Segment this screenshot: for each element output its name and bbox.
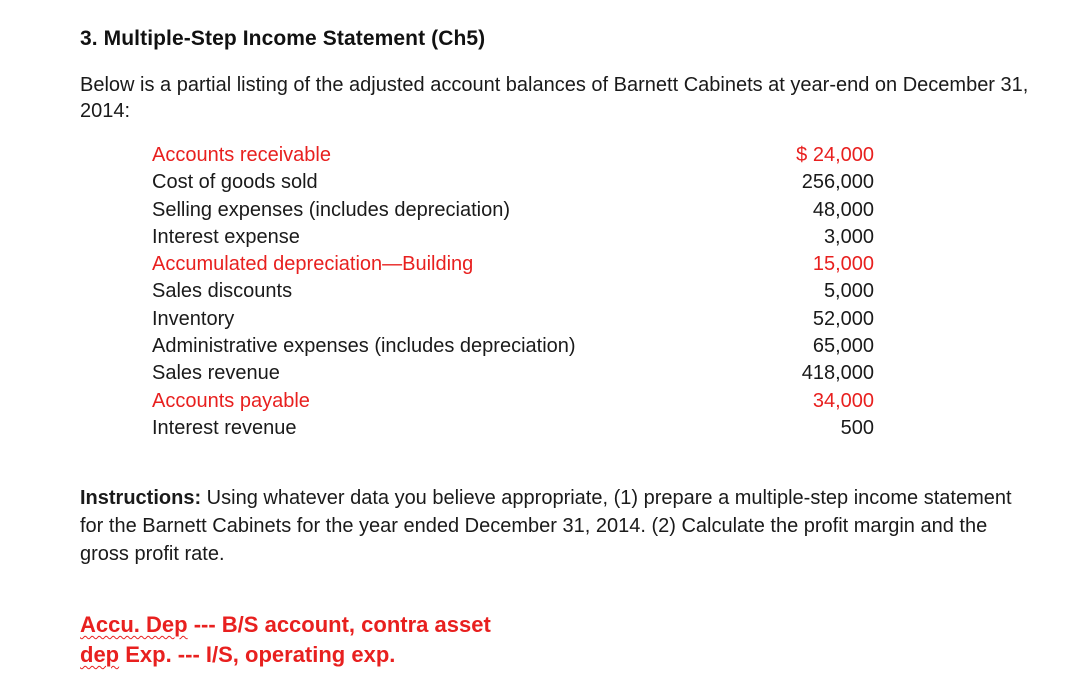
account-amount: 3,000 — [823, 225, 874, 248]
account-amount: 418,000 — [801, 362, 874, 385]
account-name: Selling expenses (includes depreciation) — [152, 198, 510, 221]
account-balances-list — [152, 142, 874, 442]
account-row — [152, 224, 874, 251]
account-name: Sales discounts — [152, 280, 293, 303]
account-amount: 5,000 — [823, 280, 874, 303]
note-accumulated-depreciation — [80, 610, 491, 640]
account-name: Accounts receivable — [152, 144, 331, 166]
account-name: Accounts payable — [152, 389, 310, 412]
account-amount: 65,000 — [812, 335, 874, 358]
account-name: Cost of goods sold — [152, 171, 318, 194]
account-name: Accumulated depreciation—Building — [152, 253, 474, 276]
account-row — [152, 388, 874, 415]
account-amount: 48,000 — [812, 198, 874, 221]
account-amount: $ 24,000 — [796, 144, 874, 166]
account-amount: 34,000 — [812, 389, 874, 412]
account-row — [152, 169, 874, 196]
note-description: --- B/S account, contra asset — [187, 612, 491, 637]
account-row — [152, 306, 874, 333]
annotation-notes — [80, 610, 491, 670]
account-amount: 52,000 — [812, 307, 874, 330]
note-term: dep — [80, 642, 120, 667]
instructions-paragraph — [80, 484, 1015, 568]
page-title: 3. Multiple-Step Income Statement (Ch5) — [80, 27, 486, 50]
account-row — [152, 333, 874, 360]
account-row — [152, 251, 874, 278]
note-description: Exp. --- I/S, operating exp. — [119, 642, 396, 667]
account-amount: 256,000 — [801, 171, 874, 194]
instructions-text: Using whatever data you believe appropriate, (1) prepare a multiple-step income statement for the Barnett Cabinets for the year ended December 31, 2014. (2) Calculate the profit margin and the gross profit rate. — [80, 487, 1012, 565]
note-term: Accu. Dep — [80, 612, 188, 637]
account-row — [152, 142, 874, 169]
account-amount: 500 — [840, 416, 874, 439]
note-depreciation-expense — [80, 640, 491, 670]
account-amount: 15,000 — [812, 253, 874, 276]
account-name: Interest revenue — [152, 416, 297, 439]
account-row — [152, 278, 874, 305]
account-name: Inventory — [152, 307, 235, 330]
account-row — [152, 197, 874, 224]
account-row — [152, 415, 874, 442]
instructions-lead: Instructions: — [80, 487, 202, 509]
account-name: Interest expense — [152, 225, 300, 248]
account-row — [152, 360, 874, 387]
account-name: Sales revenue — [152, 362, 280, 385]
intro-paragraph: Below is a partial listing of the adjusted account balances of Barnett Cabinets at year-end on December 31, 2014: — [80, 74, 1029, 122]
account-name: Administrative expenses (includes depreciation) — [152, 335, 576, 358]
